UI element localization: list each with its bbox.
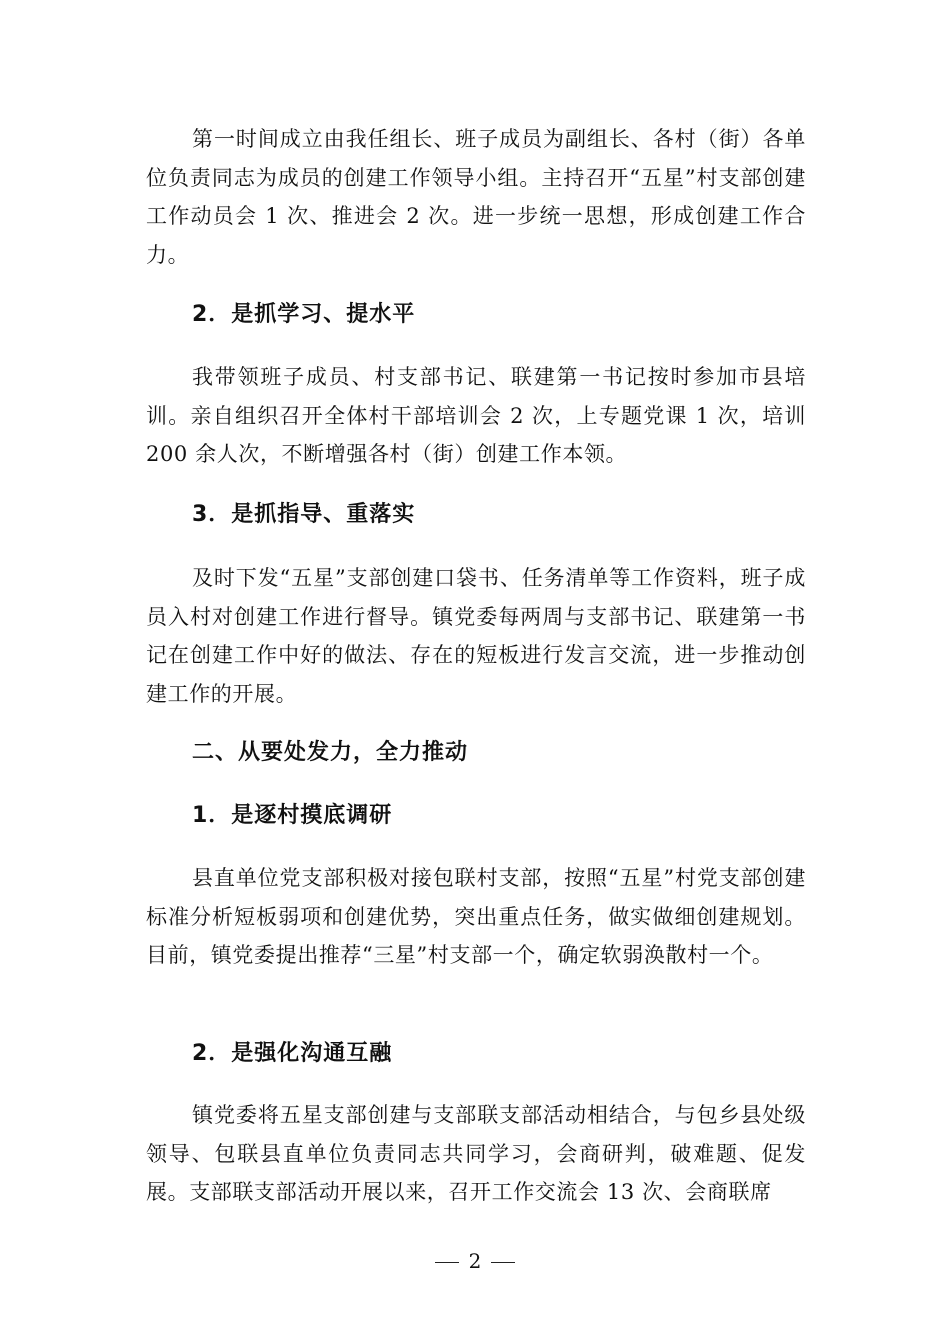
section-heading-efforts: 二、从要处发力，全力推动 <box>192 740 469 765</box>
page-footer <box>0 1247 950 1275</box>
paragraph-communication: 镇党委将五星支部创建与支部联支部活动相结合，与包乡县处级领导、包联县直单位负责同志共同学习，会商研判，破难题、促发展。支部联支部活动开展以来，召开工作交流会 13 次、会商联席 <box>146 1103 806 1204</box>
paragraph-leadership-group: 第一时间成立由我任组长、班子成员为副组长、各村（街）各单位负责同志为成员的创建工作领导小组。主持召开“五星”村支部创建工作动员会 1 次、推进会 2 次。进一步统一思想，形成创建工作合力。 <box>146 127 806 267</box>
paragraph-survey: 县直单位党支部积极对接包联村支部，按照“五星”村党支部创建标准分析短板弱项和创建优势，突出重点任务，做实做细创建规划。目前，镇党委提出推荐“三星”村支部一个，确定软弱涣散村一个。 <box>146 866 806 967</box>
footer-dash-right <box>491 1262 515 1263</box>
footer-dash-left <box>435 1262 459 1263</box>
heading-guidance: 3．是抓指导、重落实 <box>192 502 416 527</box>
paragraph-training: 我带领班子成员、村支部书记、联建第一书记按时参加市县培训。亲自组织召开全体村干部培训会 2 次，上专题党课 1 次，培训 200 余人次，不断增强各村（街）创建工作本领。 <box>146 365 806 466</box>
page-number: 2 <box>468 1249 482 1273</box>
paragraph-supervision: 及时下发“五星”支部创建口袋书、任务清单等工作资料，班子成员入村对创建工作进行督导。镇党委每两周与支部书记、联建第一书记在创建工作中好的做法、存在的短板进行发言交流，进一步推动创建工作的开展。 <box>146 566 806 706</box>
heading-communication: 2．是强化沟通互融 <box>192 1041 393 1066</box>
heading-survey: 1．是逐村摸底调研 <box>192 803 393 828</box>
heading-study: 2．是抓学习、提水平 <box>192 302 416 327</box>
